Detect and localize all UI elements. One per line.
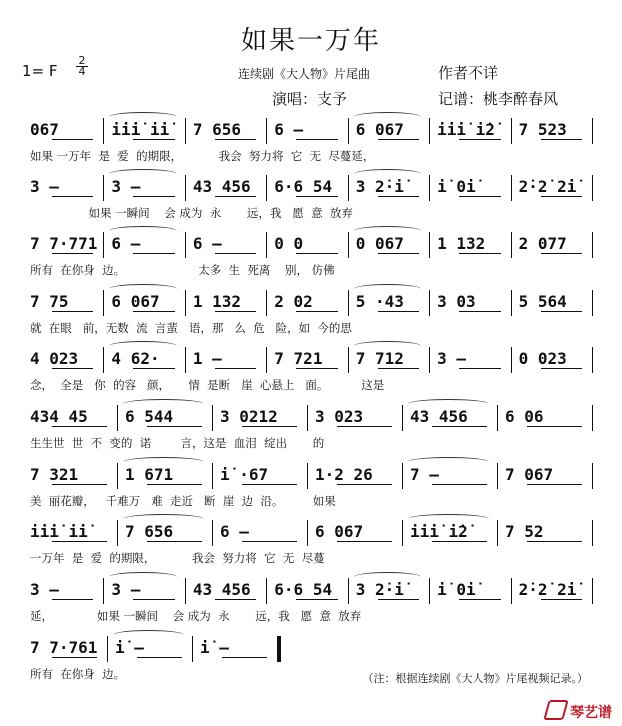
slur — [109, 226, 176, 236]
barline — [307, 463, 308, 489]
lyrics-line: 所有 在你身 边。 太多 生 死离 别， 仿佛 — [30, 263, 335, 277]
notes-line — [22, 290, 592, 316]
beam-line — [378, 196, 419, 197]
notes-line — [22, 405, 592, 431]
beam-line — [133, 139, 174, 140]
barline — [117, 405, 118, 431]
slur — [354, 112, 421, 122]
beam-line — [459, 311, 500, 312]
beam-line — [296, 253, 337, 254]
beam-line — [296, 139, 337, 140]
notes-line — [22, 175, 592, 201]
barline — [497, 463, 498, 489]
barline — [402, 520, 403, 546]
measure: 0 067 — [355, 234, 404, 253]
barline — [402, 405, 403, 431]
measure: 3 – — [437, 349, 467, 368]
measure: 2̇·2̇ 2̇i̇ — [518, 177, 577, 196]
lyrics-line: 念， 全是 你 的容 颜， 情 是断 崖 心悬上 面。 这是 — [30, 378, 385, 392]
barline — [348, 347, 349, 373]
measure: i̇i̇i̇ i̇2̇ — [437, 120, 495, 139]
notes-line — [22, 118, 592, 144]
lyrics-line: 生生世 世 不 变的 诺 言，这是 血泪 绽出 的 — [30, 436, 325, 450]
beam-line — [527, 484, 582, 485]
beam-line — [215, 599, 256, 600]
beam-line — [215, 139, 256, 140]
beam-line — [459, 253, 500, 254]
beam-line — [337, 541, 392, 542]
beam-line — [147, 484, 202, 485]
barline — [212, 463, 213, 489]
measure: 6·6 54 — [274, 580, 333, 599]
measure: 5 564 — [518, 292, 567, 311]
page-title: 如果一万年 — [240, 26, 381, 56]
barline — [511, 347, 512, 373]
measure: 6 067 — [315, 522, 364, 541]
slur — [109, 169, 176, 179]
slur — [354, 572, 421, 582]
barline — [592, 578, 593, 604]
measure: 7 712 — [355, 349, 404, 368]
beam-line — [378, 253, 419, 254]
measure: 5 ·43 — [355, 292, 404, 311]
barline — [266, 232, 267, 258]
measure: 7 7·761 — [30, 638, 98, 657]
barline — [348, 578, 349, 604]
measure: 2 02 — [274, 292, 313, 311]
beam-line — [459, 139, 500, 140]
barline — [348, 232, 349, 258]
slur — [109, 284, 176, 294]
qinyipu-logo-icon — [543, 700, 568, 720]
measure: 3 2̇·i̇ — [355, 177, 404, 196]
beam-line — [541, 139, 582, 140]
beam-line — [459, 599, 500, 600]
notes-line — [22, 520, 592, 546]
measure: i̇ ·67 — [220, 465, 269, 484]
measure: 3 0212 — [220, 407, 278, 426]
barline — [266, 578, 267, 604]
measure: 6 067 — [355, 120, 404, 139]
subtitle: 连续剧《大人物》片尾曲 — [238, 67, 371, 81]
barline — [592, 463, 593, 489]
measure: i̇ 0i̇ — [437, 580, 476, 599]
notes-line — [22, 463, 592, 489]
barline — [511, 175, 512, 201]
slur — [354, 341, 421, 351]
slur — [354, 169, 421, 179]
beam-line — [378, 599, 419, 600]
beam-line — [541, 253, 582, 254]
barline — [429, 118, 430, 144]
beam-line — [215, 253, 256, 254]
lyrics-line: 如果 一万年 是 爱 的期限， 我会 努力将 它 无 尽蔓延， — [30, 149, 375, 163]
beam-line — [296, 311, 337, 312]
brand-watermark — [546, 700, 612, 722]
beam-line — [52, 426, 107, 427]
beam-line — [337, 426, 392, 427]
measure: 6 544 — [125, 407, 174, 426]
beam-line — [378, 368, 419, 369]
brand-name: 琴艺谱 — [570, 705, 612, 721]
slur — [113, 630, 184, 640]
barline — [307, 520, 308, 546]
barline — [107, 636, 108, 662]
slur — [123, 399, 204, 409]
slur — [109, 112, 176, 122]
beam-line — [242, 541, 297, 542]
barline — [592, 520, 593, 546]
measure: 3 03 — [437, 292, 476, 311]
beam-line — [52, 311, 93, 312]
barline — [103, 290, 104, 316]
barline — [103, 175, 104, 201]
barline — [429, 232, 430, 258]
barline — [117, 463, 118, 489]
measure: 0 0 — [274, 234, 304, 253]
beam-line — [541, 599, 582, 600]
slur — [123, 457, 204, 467]
notes-line — [22, 232, 592, 258]
beam-line — [222, 657, 267, 658]
time-signature — [76, 56, 88, 77]
barline — [511, 578, 512, 604]
slur — [109, 341, 176, 351]
barline — [103, 118, 104, 144]
barline — [185, 290, 186, 316]
measure: 6 – — [111, 234, 141, 253]
measure: 2 077 — [518, 234, 567, 253]
slur — [408, 514, 489, 524]
lyrics-line: 延， 如果 一瞬间 会 成为 永 远，我 愿 意 放弃 — [30, 609, 362, 623]
measure: 6 067 — [111, 292, 160, 311]
measure: 3 2̇·i̇ — [355, 580, 404, 599]
notes-line — [22, 578, 592, 604]
measure: 6·6 54 — [274, 177, 333, 196]
barline — [592, 405, 593, 431]
barline — [185, 232, 186, 258]
key-signature: 1= F — [22, 62, 58, 80]
beam-line — [215, 311, 256, 312]
beam-line — [527, 541, 582, 542]
measure: 1 – — [192, 349, 222, 368]
composer-credit: 作者不详 — [438, 64, 499, 82]
barline — [266, 175, 267, 201]
beam-line — [378, 311, 419, 312]
measure: 6 – — [274, 120, 304, 139]
measure: 7 52 — [505, 522, 544, 541]
beam-line — [52, 541, 107, 542]
measure: 3 – — [111, 580, 141, 599]
beam-line — [52, 484, 107, 485]
beam-line — [296, 196, 337, 197]
measure: i̇ 0i̇ — [437, 177, 476, 196]
barline — [185, 175, 186, 201]
beam-line — [432, 484, 487, 485]
lyrics-line: 如果 一瞬间 会 成为 永 远，我 愿 意 放弃 — [30, 206, 353, 220]
barline — [266, 118, 267, 144]
measure: 1·2 26 — [315, 465, 373, 484]
barline — [497, 520, 498, 546]
measure: 7 321 — [30, 465, 79, 484]
measure: 2̇·2̇ 2̇i̇ — [518, 580, 577, 599]
measure: 43 456 — [192, 580, 251, 599]
beam-line — [378, 139, 419, 140]
barline — [497, 405, 498, 431]
beam-line — [52, 368, 93, 369]
barline — [185, 578, 186, 604]
beam-line — [147, 541, 202, 542]
notes-line — [22, 636, 592, 662]
beam-line — [459, 368, 500, 369]
barline — [212, 520, 213, 546]
barline — [185, 118, 186, 144]
measure: 3 – — [30, 580, 59, 599]
measure: 7 721 — [274, 349, 323, 368]
barline — [511, 118, 512, 144]
measure: 4 023 — [30, 349, 79, 368]
measure: 1 132 — [192, 292, 242, 311]
barline — [429, 290, 430, 316]
measure: i̇i̇i̇ i̇2̇ — [410, 522, 468, 541]
slur — [354, 226, 421, 236]
barline — [307, 405, 308, 431]
lyrics-line: 就 在眼 前，无数 流 言蜚 语，那 么 危 险，如 今的思 — [30, 321, 352, 335]
barline — [429, 578, 430, 604]
beam-line — [541, 368, 582, 369]
measure: 7 7·771 — [30, 234, 98, 253]
beam-line — [52, 253, 93, 254]
measure: 7 656 — [125, 522, 174, 541]
barline — [511, 290, 512, 316]
notator-credit: 记谱：桃李醉春风 — [438, 90, 559, 108]
beam-line — [432, 426, 487, 427]
barline — [402, 463, 403, 489]
beam-line — [459, 196, 500, 197]
beam-line — [147, 426, 202, 427]
slur — [408, 457, 489, 467]
barline — [212, 405, 213, 431]
barline — [592, 118, 593, 144]
beam-line — [215, 368, 256, 369]
measure: 3 023 — [315, 407, 364, 426]
barline — [511, 232, 512, 258]
barline — [348, 175, 349, 201]
barline — [592, 290, 593, 316]
beam-line — [527, 426, 582, 427]
measure: 434 45 — [30, 407, 88, 426]
measure: 7 523 — [518, 120, 567, 139]
barline — [192, 636, 193, 662]
measure: i̇i̇i̇ i̇i̇ — [30, 522, 88, 541]
barline — [429, 175, 430, 201]
measure: 6 – — [192, 234, 222, 253]
beam-line — [296, 368, 337, 369]
barline — [266, 347, 267, 373]
beam-line — [133, 599, 174, 600]
beam-line — [337, 484, 392, 485]
barline — [185, 347, 186, 373]
beam-line — [296, 599, 337, 600]
barline — [348, 290, 349, 316]
footnote: （注：根据连续剧《大人物》片尾视频记录。） — [362, 672, 588, 685]
barline — [103, 232, 104, 258]
barline — [348, 118, 349, 144]
lyrics-line: 所有 在你身 边。 — [30, 667, 126, 681]
beam-line — [242, 484, 297, 485]
measure: 1 132 — [437, 234, 486, 253]
beam-line — [137, 657, 182, 658]
measure: 43 456 — [410, 407, 468, 426]
beam-line — [541, 311, 582, 312]
barline — [592, 232, 593, 258]
measure: 0 023 — [518, 349, 567, 368]
beam-line — [52, 139, 93, 140]
time-signature-numerator: 2 — [78, 54, 86, 67]
measure: 3 – — [111, 177, 141, 196]
slur — [123, 514, 204, 524]
measure: 3 – — [30, 177, 59, 196]
beam-line — [52, 657, 97, 658]
beam-line — [133, 253, 174, 254]
measure: 4 62· — [111, 349, 160, 368]
measure: i̇i̇i̇ i̇i̇ — [111, 120, 170, 139]
measure: 067 — [30, 120, 59, 139]
slur — [408, 399, 489, 409]
notes-line — [22, 347, 592, 373]
barline — [117, 520, 118, 546]
singer-credit: 演唱：支予 — [272, 90, 348, 108]
time-signature-denominator: 4 — [76, 66, 88, 77]
measure: i̇ – — [200, 638, 229, 657]
measure: 7 656 — [192, 120, 242, 139]
barline — [592, 347, 593, 373]
barline — [266, 290, 267, 316]
measure: 7 75 — [30, 292, 69, 311]
barline — [429, 347, 430, 373]
lyrics-line: 一万年 是 爱 的期限， 我会 努力将 它 无 尽蔓 — [30, 551, 325, 565]
slur — [354, 284, 421, 294]
measure: i̇ – — [115, 638, 144, 657]
barline — [592, 175, 593, 201]
beam-line — [432, 541, 487, 542]
measure: 6 06 — [505, 407, 544, 426]
measure: 43 456 — [192, 177, 251, 196]
barline — [103, 578, 104, 604]
measure: 7 – — [410, 465, 439, 484]
measure: 7 067 — [505, 465, 554, 484]
barline — [103, 347, 104, 373]
beam-line — [133, 311, 174, 312]
beam-line — [133, 196, 174, 197]
lyrics-line: 美 丽花瓣， 千难万 难 走近 断 崖 边 沿。 如果 — [30, 494, 336, 508]
final-barline — [277, 636, 281, 662]
measure: 1 671 — [125, 465, 174, 484]
beam-line — [52, 599, 93, 600]
beam-line — [52, 196, 93, 197]
beam-line — [215, 196, 256, 197]
beam-line — [242, 426, 297, 427]
beam-line — [541, 196, 582, 197]
measure: 6 – — [220, 522, 249, 541]
beam-line — [133, 368, 174, 369]
slur — [109, 572, 176, 582]
